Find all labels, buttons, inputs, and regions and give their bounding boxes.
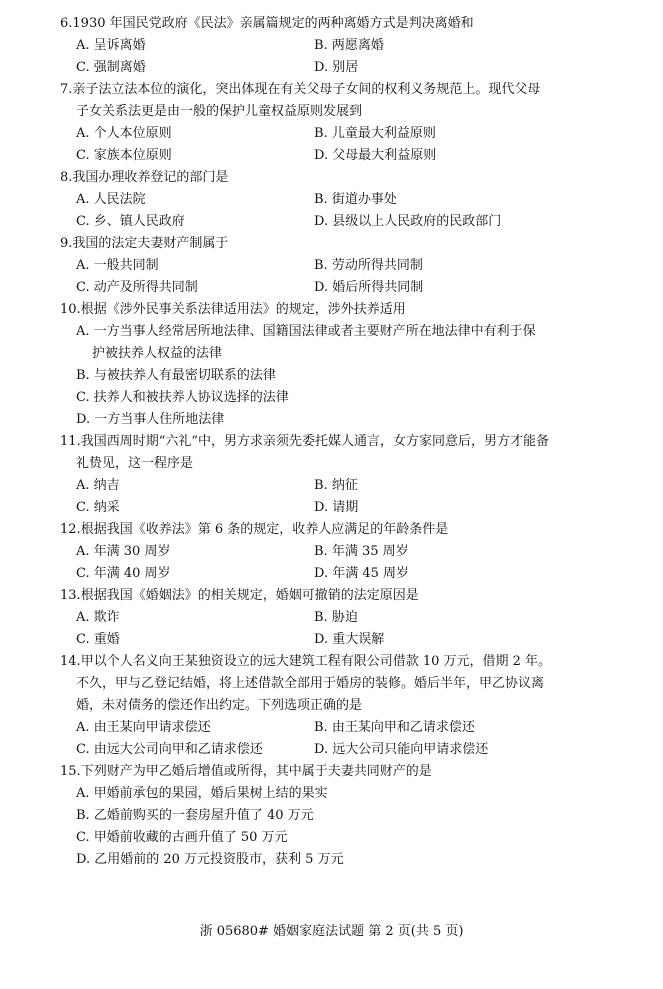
option-row <box>60 57 610 79</box>
option-choice: C. 甲婚前收藏的古画升值了 50 万元 <box>76 830 288 845</box>
question-number: 15. <box>60 764 81 779</box>
option-row <box>60 563 610 585</box>
question-stem <box>60 519 610 541</box>
question-10 <box>60 299 610 431</box>
question-number: 8. <box>60 170 73 185</box>
option-continued: 护被扶养人权益的法律 <box>92 346 223 361</box>
question-stem <box>60 431 610 453</box>
option-choice: B. 劳动所得共同制 <box>314 258 423 273</box>
option-choice: A. 一般共同制 <box>76 258 159 273</box>
option-choice: A. 呈诉离婚 <box>76 38 146 53</box>
option-row <box>60 35 610 57</box>
question-15 <box>60 761 610 871</box>
question-stem <box>60 79 610 101</box>
option-choice: C. 纳采 <box>76 500 120 515</box>
option-choice: B. 与被扶养人有最密切联系的法律 <box>76 368 276 383</box>
option-choice: B. 纳征 <box>314 478 358 493</box>
option-choice: B. 年满 35 周岁 <box>314 544 409 559</box>
question-stem-continued: 礼贽见，这一程序是 <box>76 456 194 471</box>
question-14 <box>60 651 610 761</box>
option-choice: C. 家族本位原则 <box>76 148 172 163</box>
option-choice: D. 乙用婚前的 20 万元投资股市，获利 5 万元 <box>76 852 344 867</box>
question-stem <box>60 299 610 321</box>
option-choice: C. 重婚 <box>76 632 120 647</box>
question-number: 9. <box>60 236 73 251</box>
option-row <box>60 717 610 739</box>
option-choice: C. 强制离婚 <box>76 60 146 75</box>
option-choice: B. 街道办事处 <box>314 192 397 207</box>
option-choice: A. 一方当事人经常居所地法律、国籍国法律或者主要财产所在地法律中有利于保 <box>76 324 536 339</box>
question-12 <box>60 519 610 585</box>
option-row <box>60 277 610 299</box>
option-choice: D. 婚后所得共同制 <box>314 280 424 295</box>
option-choice: C. 扶养人和被扶养人协议选择的法律 <box>76 390 289 405</box>
option-choice: B. 由王某向甲和乙请求偿还 <box>314 720 475 735</box>
question-text: 我国西周时期“六礼”中，男方求亲须先委托媒人通言，女方家同意后，男方才能备 <box>80 434 549 449</box>
option-choice: D. 远大公司只能向甲请求偿还 <box>314 742 489 757</box>
option-row <box>60 607 610 629</box>
option-row <box>60 255 610 277</box>
option-choice: A. 甲婚前承包的果园，婚后果树上结的果实 <box>76 786 328 801</box>
page-footer: 浙 05680# 婚姻家庭法试题 第 2 页(共 5 页) <box>199 924 464 939</box>
option-row <box>60 739 610 761</box>
question-text: 根据我国《收养法》第 6 条的规定，收养人应满足的年龄条件是 <box>80 522 449 537</box>
option-choice: A. 纳吉 <box>76 478 120 493</box>
option-choice: C. 动产及所得共同制 <box>76 280 198 295</box>
question-stem <box>60 13 610 35</box>
question-text: 根据我国《婚姻法》的相关规定，婚姻可撤销的法定原因是 <box>80 588 419 603</box>
option-choice: D. 重大误解 <box>314 632 385 647</box>
option-row <box>60 123 610 145</box>
option-choice: B. 胁迫 <box>314 610 358 625</box>
option-choice: C. 乡、镇人民政府 <box>76 214 185 229</box>
option-row <box>60 211 610 233</box>
option-choice: A. 欺诈 <box>76 610 120 625</box>
question-13 <box>60 585 610 651</box>
question-8 <box>60 167 610 233</box>
option-choice: D. 父母最大利益原则 <box>314 148 437 163</box>
question-number: 14. <box>60 654 81 669</box>
option-row <box>60 541 610 563</box>
option-choice: B. 两愿离婚 <box>314 38 384 53</box>
option-choice: C. 由远大公司向甲和乙请求偿还 <box>76 742 263 757</box>
question-9 <box>60 233 610 299</box>
option-row <box>60 497 610 519</box>
question-stem-continued: 婚，未对债务的偿还作出约定。下列选项正确的是 <box>76 698 363 713</box>
option-choice: B. 乙婚前购买的一套房屋升值了 40 万元 <box>76 808 314 823</box>
question-11 <box>60 431 610 519</box>
question-stem <box>60 585 610 607</box>
question-text: 亲子法立法本位的演化，突出体现在有关父母子女间的权利义务规范上。现代父母 <box>72 82 541 97</box>
question-number: 13. <box>60 588 81 603</box>
question-text: 我国办理收养登记的部门是 <box>72 170 229 185</box>
question-text: 1930 年国民党政府《民法》亲属篇规定的两种离婚方式是判决离婚和 <box>72 16 474 31</box>
option-row <box>60 145 610 167</box>
question-number: 7. <box>60 82 73 97</box>
question-number: 12. <box>60 522 81 537</box>
question-stem-continued: 子女关系法更是由一般的保护儿童权益原则发展到 <box>76 104 363 119</box>
option-row <box>60 475 610 497</box>
question-stem <box>60 233 610 255</box>
option-row <box>60 189 610 211</box>
question-text: 甲以个人名义向王某独资设立的远大建筑工程有限公司借款 10 万元，借期 2 年。 <box>80 654 552 669</box>
option-row <box>60 629 610 651</box>
question-stem <box>60 761 610 783</box>
question-stem <box>60 167 610 189</box>
option-choice: C. 年满 40 周岁 <box>76 566 171 581</box>
question-7 <box>60 79 610 167</box>
option-choice: A. 个人本位原则 <box>76 126 172 141</box>
option-choice: D. 别居 <box>314 60 359 75</box>
option-choice: A. 人民法院 <box>76 192 146 207</box>
option-choice: A. 由王某向甲请求偿还 <box>76 720 211 735</box>
option-choice: B. 儿童最大利益原则 <box>314 126 436 141</box>
option-choice: D. 年满 45 周岁 <box>314 566 410 581</box>
question-number: 10. <box>60 302 81 317</box>
question-text: 我国的法定夫妻财产制属于 <box>72 236 229 251</box>
option-choice: A. 年满 30 周岁 <box>76 544 171 559</box>
option-choice: D. 一方当事人住所地法律 <box>76 412 225 427</box>
question-text: 下列财产为甲乙婚后增值或所得，其中属于夫妻共同财产的是 <box>80 764 432 779</box>
question-number: 11. <box>60 434 81 449</box>
question-number: 6. <box>60 16 73 31</box>
question-stem <box>60 651 610 673</box>
question-text: 根据《涉外民事关系法律适用法》的规定，涉外扶养适用 <box>80 302 406 317</box>
option-choice: D. 请期 <box>314 500 359 515</box>
option-choice: D. 县级以上人民政府的民政部门 <box>314 214 502 229</box>
question-stem-continued: 不久，甲与乙登记结婚，将上述借款全部用于婚房的装修。婚后半年，甲乙协议离 <box>76 676 545 691</box>
question-6 <box>60 13 610 79</box>
